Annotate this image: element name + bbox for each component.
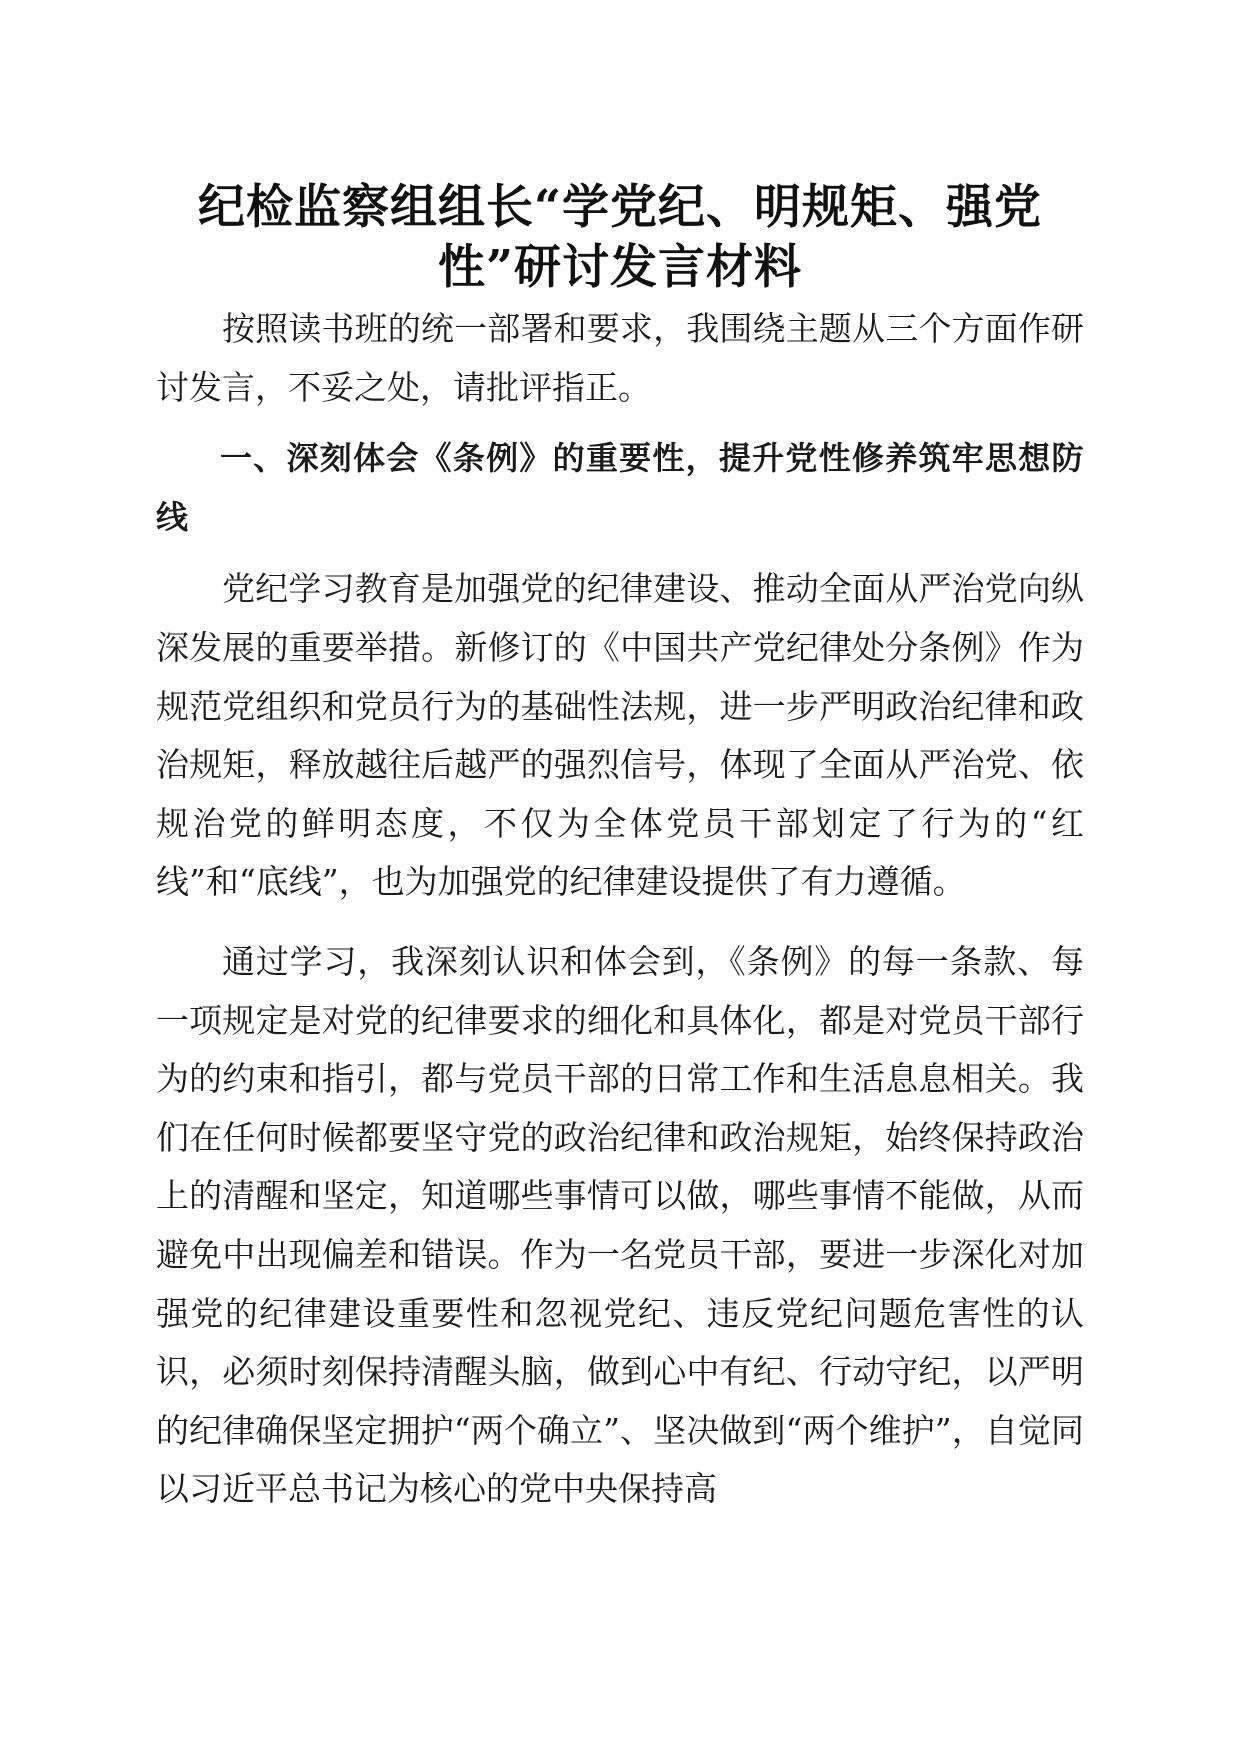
section-1-heading: 一、深刻体会《条例》的重要性，提升党性修养筑牢思想防线 [156, 439, 1084, 536]
body-paragraph-1: 党纪学习教育是加强党的纪律建设、推动全面从严治党向纵深发展的重要举措。新修订的《中国共产党纪律处分条例》作为规范党组织和党员行为的基础性法规，进一步严明政治纪律和政治规矩，释放越往后越严的强烈信号，体现了全面从严治党、依规治党的鲜明态度，不仅为全体党员干部划定了行为的“红线”和“底线”，也为加强党的纪律建设提供了有力遵循。 [156, 569, 1084, 902]
document-title-line-2: 性”研讨发言材料 [437, 240, 803, 295]
intro-paragraph: 按照读书班的统一部署和要求，我围绕主题从三个方面作研讨发言，不妥之处，请批评指正。 [156, 309, 1084, 407]
body-paragraph-2: 通过学习，我深刻认识和体会到，《条例》的每一条款、每一项规定是对党的纪律要求的细化和具体化，都是对党员干部行为的约束和指引，都与党员干部的日常工作和生活息息相关。我们在任何时候都要坚守党的政治纪律和政治规矩，始终保持政治上的清醒和坚定，知道哪些事情可以做，哪些事情不能做，从而避免中出现偏差和错误。作为一名党员干部，要进一步深化对加强党的纪律建设重要性和忽视党纪、违反党纪问题危害性的认识，必须时刻保持清醒头脑，做到心中有纪、行动守纪，以严明的纪律确保坚定拥护“两个确立”、坚决做到“两个维护”，自觉同以习近平总书记为核心的党中央保持高 [156, 941, 1084, 1509]
document-title-line-1: 纪检监察组组长“学党纪、明规矩、强党 [197, 180, 1043, 235]
document-body [156, 300, 1084, 1519]
